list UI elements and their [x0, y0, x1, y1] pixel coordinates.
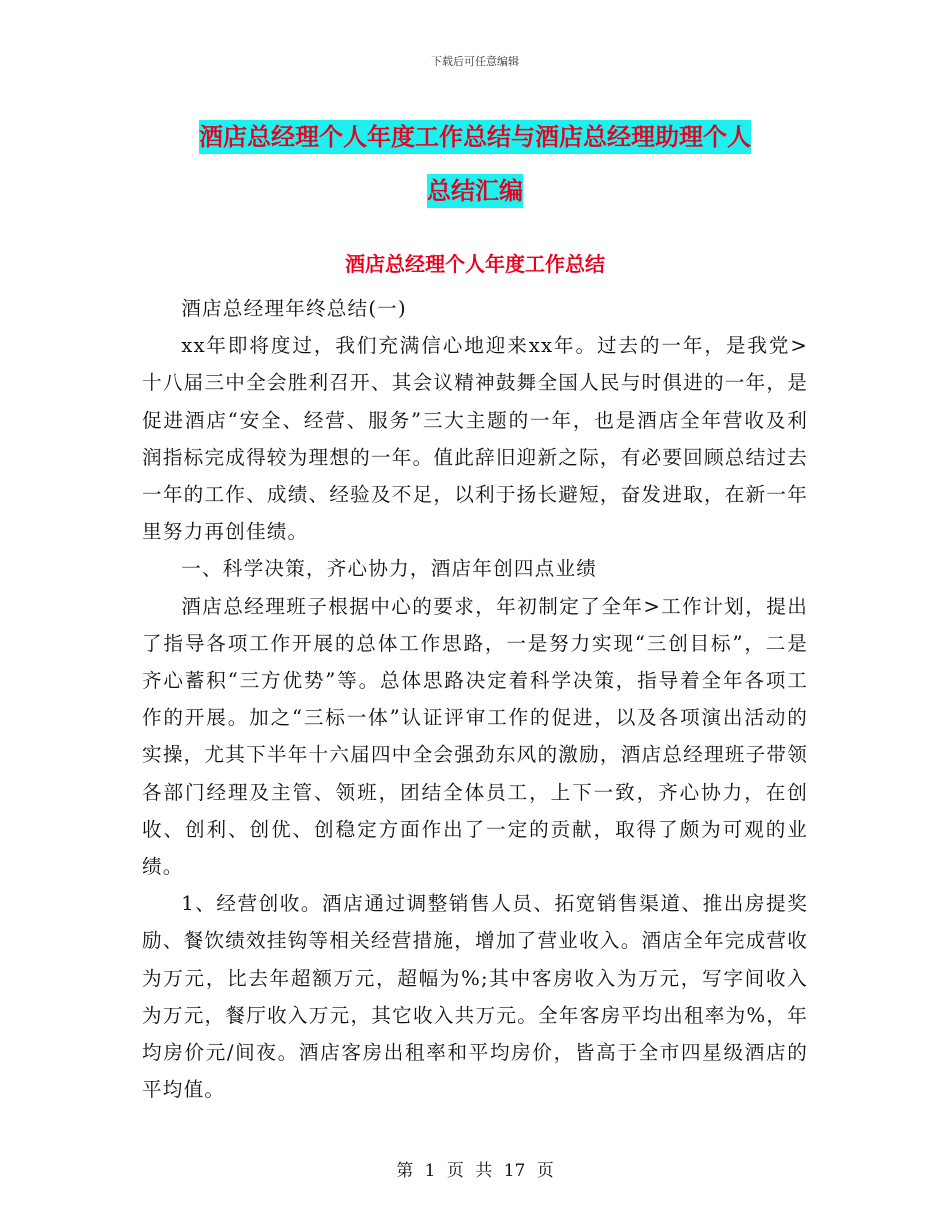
body-text — [142, 290, 808, 1108]
header-note: 下载后可任意编辑 — [431, 55, 519, 68]
paragraph: xx年即将度过，我们充满信心地迎来xx年。过去的一年，是我党>十八届三中全会胜利召开、其会议精神鼓舞全国人民与时俱进的一年，是促进酒店“安全、经营、服务”三大主题的一年，也是酒店全年营收及利润指标完成得较为理想的一年。值此辞旧迎新之际，有必要回顾总结过去一年的工作、成绩、经验及不足，以利于扬长避短，奋发进取，在新一年里努力再创佳绩。 — [142, 334, 808, 544]
document-title-line2: 总结汇编 — [427, 174, 523, 208]
paragraph-subheading: 酒店总经理年终总结(一) — [181, 297, 407, 320]
paragraph: 酒店总经理班子根据中心的要求，年初制定了全年>工作计划，提出了指导各项工作开展的总体工作思路，一是努力实现“三创目标”，二是齐心蓄积“三方优势”等。总体思路决定着科学决策，指导着全年各项工作的开展。加之“三标一体”认证评审工作的促进，以及各项演出活动的实操，尤其下半年十六届四中全会强劲东风的激励，酒店总经理班子带领各部门经理及主管、领班，团结全体员工，上下一致，齐心协力，在创收、创利、创优、创稳定方面作出了一定的贡献，取得了颇为可观的业绩。 — [142, 594, 808, 879]
page-footer: 第 1 页 共 17 页 — [396, 1161, 554, 1181]
paragraph-heading: 一、科学决策，齐心协力，酒店年创四点业绩 — [181, 557, 598, 581]
paragraph: 1、经营创收。酒店通过调整销售人员、拓宽销售渠道、推出房提奖励、餐饮绩效挂钩等相关经营措施，增加了营业收入。酒店全年完成营收为万元，比去年超额万元，超幅为%;其中客房收入为万元，写字间收入为万元，餐厅收入万元，其它收入共万元。全年客房平均出租率为%，年均房价元/间夜。酒店客房出租率和平均房价，皆高于全市四星级酒店的平均值。 — [142, 892, 808, 1102]
document-title-line1: 酒店总经理个人年度工作总结与酒店总经理助理个人 — [199, 120, 751, 154]
document-title — [150, 110, 800, 218]
section-title: 酒店总经理个人年度工作总结 — [345, 252, 605, 276]
